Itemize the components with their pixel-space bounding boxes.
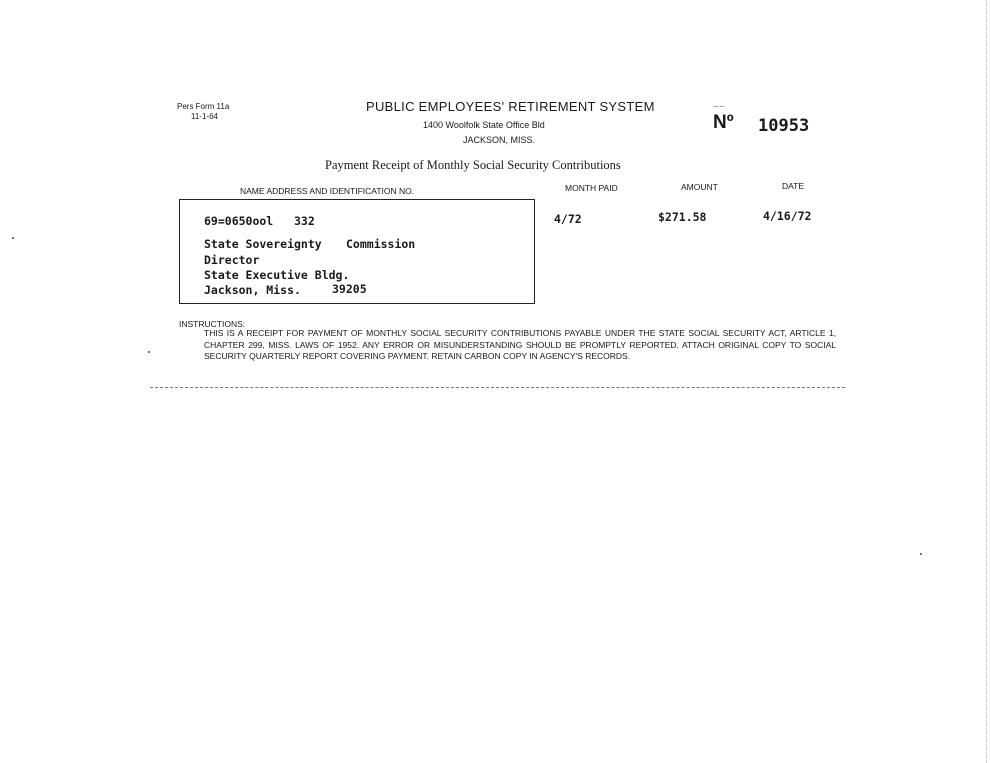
recipient-city: Jackson, Miss. (204, 283, 301, 297)
recipient-org: State Sovereignty (204, 237, 322, 251)
recipient-code: 332 (294, 214, 315, 228)
scan-speck (148, 351, 150, 353)
address-line-1: 1400 Woolfolk State Office Bld (423, 120, 545, 130)
address-line-2: JACKSON, MISS. (463, 135, 536, 145)
scan-speck (920, 553, 922, 555)
recipient-id: 69=0650ool (204, 214, 274, 228)
page-title: PUBLIC EMPLOYEES' RETIREMENT SYSTEM (366, 99, 655, 114)
column-header-name: NAME ADDRESS AND IDENTIFICATION NO. (240, 186, 415, 196)
form-number (177, 102, 229, 122)
recipient-zip: 39205 (332, 282, 367, 296)
recipient-org-2: Commission (346, 237, 416, 251)
scan-speck (12, 237, 14, 239)
tear-line (150, 387, 845, 388)
column-header-amount: AMOUNT (681, 182, 718, 192)
page-edge (986, 0, 990, 763)
amount-value: $271.58 (658, 210, 707, 224)
receipt-number: 10953 (758, 116, 810, 136)
instructions-text: THIS IS A RECEIPT FOR PAYMENT OF MONTHLY SOCIAL SECURITY CONTRIBUTIONS PAYABLE UNDER THE STATE SOCIAL SECURITY ACT, ARTICLE 1, CHAPTER 299, MISS. LAWS OF 1952. ANY ERROR OR MISUNDERSTANDING SHOULD BE PROMPTLY REPORTED. ATTACH ORIGINAL COPY TO SOCIAL SECURITY QUARTERLY REPORT COVERING PAYMENT. RETAIN CARBON COPY IN AGENCY'S RECORDS. (204, 328, 836, 361)
receipt-subtitle: Payment Receipt of Monthly Social Security Contributions (325, 158, 621, 172)
form-number-line2: 11-1-64 (191, 112, 218, 121)
month-paid-value: 4/72 (554, 212, 582, 226)
recipient-street: State Executive Bldg. (204, 268, 350, 282)
instructions-heading: INSTRUCTIONS: (179, 319, 246, 329)
column-header-month: MONTH PAID (565, 183, 618, 193)
date-value: 4/16/72 (763, 209, 812, 223)
number-mark-small: — — (713, 104, 725, 110)
form-number-line1: Pers Form 11a (177, 102, 230, 111)
recipient-title: Director (204, 253, 260, 267)
recipient-box (179, 199, 535, 304)
column-header-date: DATE (782, 181, 805, 191)
number-label: Nº (713, 112, 734, 133)
